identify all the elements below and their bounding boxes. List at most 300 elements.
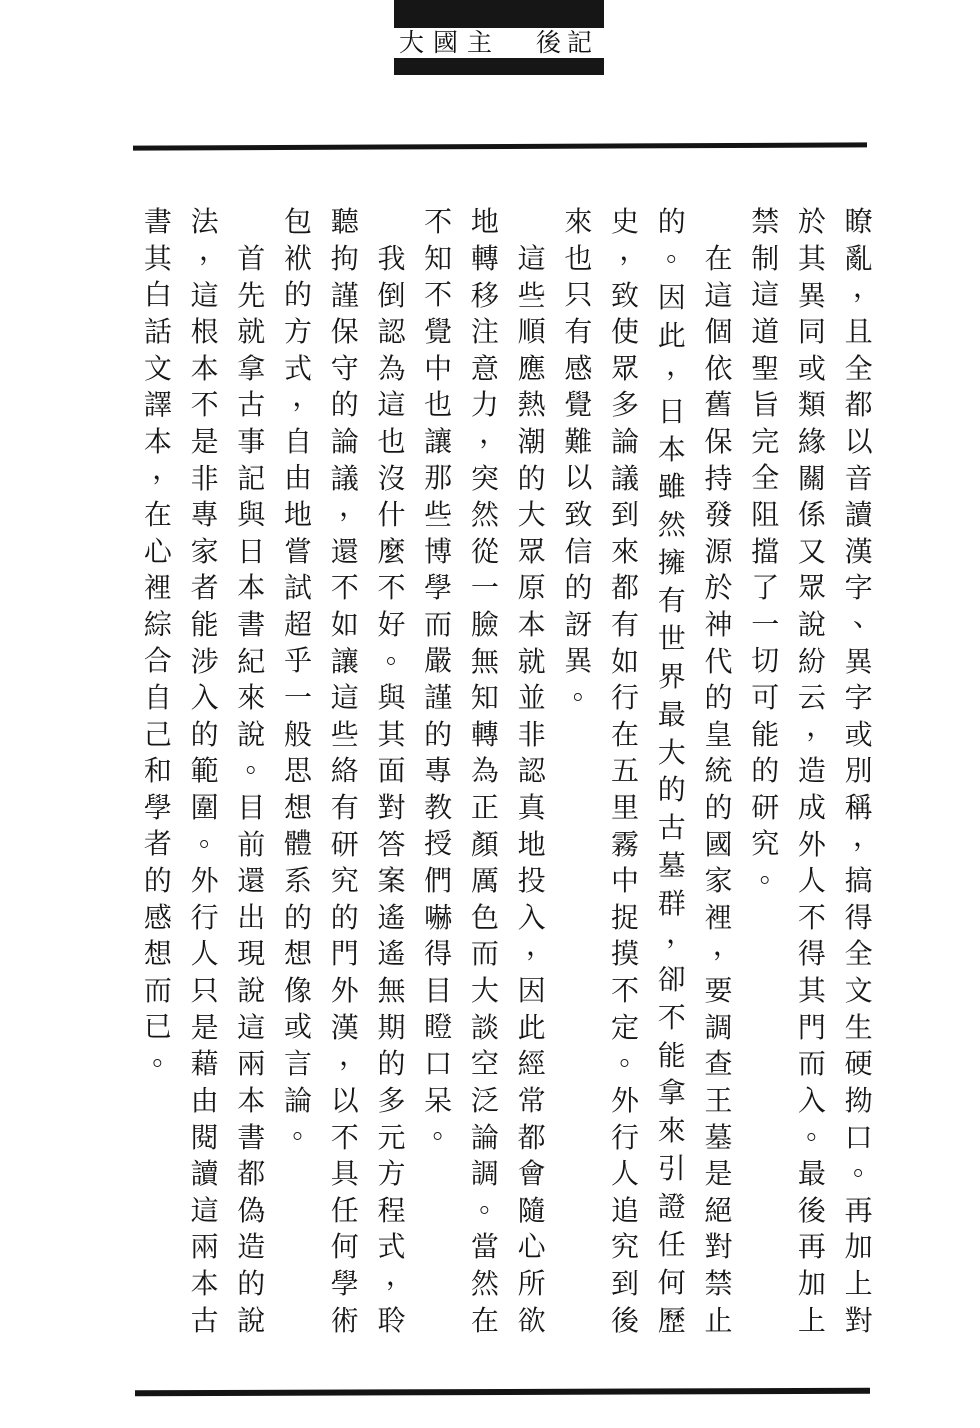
character: 查	[704, 1047, 733, 1081]
character: 讀	[844, 498, 873, 532]
text-column-16	[135, 204, 182, 1339]
text-column-5	[648, 204, 695, 1339]
character: 。	[572, 672, 601, 706]
character: 守	[330, 351, 359, 385]
character: 想	[284, 937, 313, 971]
character: 已	[143, 1010, 172, 1044]
character: 引	[657, 1152, 686, 1186]
character: 當	[470, 1230, 499, 1264]
character: 厲	[470, 864, 499, 898]
character: 任	[330, 1193, 359, 1227]
character: 根	[190, 315, 219, 349]
character: 論	[611, 424, 640, 458]
character: 些	[517, 278, 546, 312]
character: 於	[704, 571, 733, 605]
character: 認	[517, 754, 546, 788]
character: 現	[237, 937, 266, 971]
character: 涉	[190, 644, 219, 678]
character: 硬	[844, 1047, 873, 1081]
character: 史	[611, 205, 640, 239]
character: 再	[797, 1230, 826, 1264]
character: 。	[666, 234, 695, 268]
character: 是	[190, 424, 219, 458]
character: 程	[377, 1193, 406, 1227]
character: 我	[377, 241, 406, 275]
character: 卻	[657, 962, 686, 996]
character: 緣	[797, 424, 826, 458]
character: 記	[237, 461, 266, 495]
character: 、	[853, 599, 882, 633]
character: 聽	[330, 205, 359, 239]
character: 舊	[704, 388, 733, 422]
character: 來	[657, 1114, 686, 1148]
character: 都	[844, 388, 873, 422]
character: 門	[330, 937, 359, 971]
character: 完	[751, 424, 780, 458]
character: 亂	[844, 241, 873, 275]
character: 何	[330, 1230, 359, 1264]
character: 袱	[284, 241, 313, 275]
character: 因	[657, 281, 686, 315]
character: 兩	[237, 1047, 266, 1081]
character: 只	[564, 278, 593, 312]
character: 欲	[517, 1303, 546, 1337]
character: 來	[611, 534, 640, 568]
character: 想	[143, 937, 172, 971]
character: 人	[797, 864, 826, 898]
character: 本	[190, 1266, 219, 1300]
character: 先	[237, 278, 266, 312]
character: 好	[377, 608, 406, 641]
character: 並	[517, 681, 546, 715]
character: 或	[797, 351, 826, 385]
character: 答	[377, 827, 406, 861]
character: 論	[330, 424, 359, 458]
character: 什	[377, 498, 406, 532]
character: 人	[190, 937, 219, 971]
section-title: 後記	[536, 28, 599, 57]
character: 法	[190, 205, 219, 239]
character: 隨	[517, 1193, 546, 1227]
character: 想	[284, 790, 313, 824]
character: 也	[564, 241, 593, 275]
character: 在	[143, 498, 172, 532]
character: 為	[377, 351, 406, 385]
character: 保	[704, 424, 733, 458]
character: 同	[797, 315, 826, 349]
character: 具	[330, 1157, 359, 1191]
character: 稱	[844, 791, 873, 825]
character: 究	[330, 864, 359, 898]
character: 一	[470, 571, 499, 605]
character: 沒	[377, 461, 406, 495]
character: 的	[330, 388, 359, 422]
character: 加	[844, 1230, 873, 1264]
character: 入	[797, 1083, 826, 1117]
character: 讓	[330, 644, 359, 678]
character: 是	[704, 1157, 733, 1191]
character: 。	[806, 1112, 835, 1146]
character: 們	[424, 863, 453, 897]
character: 這	[190, 278, 219, 312]
character: 由	[190, 1083, 219, 1117]
character: 原	[517, 571, 546, 605]
character: 持	[704, 461, 733, 495]
character: 那	[424, 461, 453, 495]
character: 無	[377, 974, 406, 1008]
text-column-12	[321, 204, 368, 1339]
character: 閱	[190, 1120, 219, 1154]
character: 感	[564, 351, 593, 385]
character: 認	[377, 315, 406, 349]
header-title-row	[394, 28, 604, 58]
character: 般	[284, 717, 313, 751]
character: 顏	[470, 827, 499, 861]
character: 地	[470, 205, 499, 239]
character: 究	[751, 827, 780, 861]
character: ，	[666, 348, 695, 382]
character: ，	[525, 929, 555, 963]
character: 順	[517, 315, 546, 349]
character: 熱	[517, 388, 546, 422]
character	[508, 204, 555, 241]
character: 旨	[751, 388, 780, 422]
character: 多	[611, 388, 640, 422]
character: 式	[377, 1230, 406, 1264]
character: 知	[470, 681, 499, 715]
character: 群	[657, 887, 686, 921]
character: 學	[143, 790, 172, 824]
character: 外	[330, 974, 359, 1008]
character: 書	[143, 205, 172, 239]
character: 本	[190, 351, 219, 385]
character: 對	[844, 1303, 873, 1337]
character: ，	[198, 233, 227, 267]
character: 保	[330, 315, 359, 349]
character: 轉	[470, 241, 499, 275]
character: 不	[657, 1000, 686, 1034]
character: 都	[611, 571, 640, 605]
character: 謹	[424, 681, 453, 715]
character: 專	[424, 754, 453, 788]
character: 色	[470, 900, 499, 934]
character: 證	[657, 1190, 686, 1224]
text-column-3	[742, 204, 789, 1339]
character: 而	[797, 1047, 826, 1081]
character: 音	[844, 461, 873, 495]
character: 的	[704, 681, 733, 715]
character: 專	[190, 498, 219, 532]
character: 術	[330, 1303, 359, 1337]
character: 全	[844, 351, 873, 385]
character: 不	[377, 571, 406, 605]
character: 空	[470, 1047, 499, 1081]
character: ，	[385, 1258, 414, 1292]
character: 而	[424, 607, 453, 641]
character: 。	[292, 1111, 321, 1145]
character: 異	[844, 644, 873, 678]
character: 拗	[844, 1083, 873, 1117]
character: 此	[517, 1010, 546, 1044]
character: 外	[797, 827, 826, 861]
character: 談	[470, 1010, 499, 1044]
character: 於	[797, 205, 826, 239]
character: ，	[292, 379, 321, 413]
character: 這	[751, 278, 780, 312]
character: 者	[190, 571, 219, 605]
character: 可	[751, 681, 780, 715]
character: 造	[797, 754, 826, 788]
character: 這	[377, 388, 406, 422]
character: 自	[284, 424, 313, 458]
character: 難	[564, 424, 593, 458]
character: 致	[611, 278, 640, 312]
character: 研	[330, 827, 359, 861]
character: 的	[330, 900, 359, 934]
bottom-rule	[135, 1388, 870, 1397]
character: 感	[143, 900, 172, 934]
character: 嚴	[424, 644, 453, 678]
character: 不	[330, 571, 359, 605]
character: 後	[797, 1193, 826, 1227]
character: 本	[237, 571, 266, 605]
character: 研	[751, 790, 780, 824]
character: 也	[377, 424, 406, 458]
character: 信	[564, 534, 593, 568]
character: 在	[704, 241, 733, 275]
character: 說	[797, 608, 826, 641]
character: 有	[611, 608, 640, 641]
character: 大	[470, 974, 499, 1008]
character: 如	[611, 644, 640, 678]
character: 日	[657, 394, 686, 428]
character: 呆	[424, 1083, 453, 1117]
character: 也	[424, 388, 453, 422]
character: 系	[284, 863, 313, 897]
character: 突	[470, 461, 499, 495]
text-column-4	[695, 204, 742, 1339]
character: 拿	[237, 351, 266, 385]
character: 聆	[377, 1303, 406, 1337]
character: 然	[657, 508, 686, 542]
character: 能	[751, 717, 780, 751]
character: 歷	[657, 1303, 686, 1337]
character: 期	[377, 1010, 406, 1044]
character: 關	[797, 461, 826, 495]
character: 上	[797, 1303, 826, 1337]
character: 正	[470, 791, 499, 825]
character: 門	[797, 1010, 826, 1044]
character: 泛	[470, 1083, 499, 1117]
character: 的	[377, 1047, 406, 1081]
character: 遙	[377, 937, 406, 971]
header-bar-top	[394, 0, 604, 28]
character: 外	[190, 864, 219, 898]
character: ，	[479, 416, 508, 450]
character: 最	[657, 697, 686, 731]
character: 入	[517, 900, 546, 934]
character: 致	[564, 498, 593, 532]
character: 以	[564, 461, 593, 495]
character: 思	[284, 754, 313, 788]
character	[228, 204, 275, 241]
character: 眾	[611, 351, 640, 385]
character: 調	[470, 1157, 499, 1191]
character: 漢	[844, 534, 873, 568]
character: 博	[424, 534, 453, 568]
character: 。	[759, 855, 788, 889]
character: 或	[284, 1010, 313, 1044]
character: 從	[470, 534, 499, 568]
character: 制	[751, 241, 780, 275]
character: 雖	[657, 470, 686, 504]
character: 合	[143, 644, 172, 678]
character: 一	[751, 607, 780, 641]
character: 包	[284, 205, 313, 239]
character: 禁	[704, 1266, 733, 1300]
character: 行	[611, 1120, 640, 1154]
character: 為	[470, 754, 499, 788]
character: 轉	[470, 717, 499, 751]
character: 。	[479, 1185, 508, 1219]
character: 乎	[284, 644, 313, 678]
character: 國	[704, 827, 733, 861]
character: ，	[619, 233, 648, 267]
character: 文	[143, 351, 172, 385]
character: 其	[797, 241, 826, 275]
text-column-10	[415, 204, 462, 1339]
character: 心	[517, 1230, 546, 1264]
character: 代	[704, 644, 733, 678]
character: 口	[424, 1046, 453, 1080]
character: 本	[517, 608, 546, 641]
character: 所	[517, 1266, 546, 1300]
character: 出	[237, 900, 266, 934]
character: 字	[844, 571, 873, 605]
character: 的	[657, 773, 686, 807]
character: 前	[237, 827, 266, 861]
character: 定	[611, 1010, 640, 1044]
character: ，	[712, 929, 741, 963]
character: 捉	[611, 900, 640, 934]
character: 霧	[611, 827, 640, 861]
character: 阻	[751, 498, 780, 532]
character: 家	[704, 864, 733, 898]
character: 行	[611, 681, 640, 715]
text-column-11	[368, 204, 415, 1339]
character: 使	[611, 315, 640, 349]
character: 圍	[190, 791, 219, 825]
character: 切	[751, 644, 780, 678]
character: 授	[424, 827, 453, 861]
character: 書	[237, 1120, 266, 1154]
character: 的	[284, 278, 313, 312]
character: 有	[564, 315, 593, 349]
character: 都	[517, 1120, 546, 1154]
character: 依	[704, 351, 733, 385]
text-column-14	[228, 204, 275, 1339]
character: 眾	[797, 571, 826, 605]
character: 範	[190, 754, 219, 788]
character: 的	[424, 717, 453, 751]
character: 方	[377, 1157, 406, 1191]
character: 異	[797, 278, 826, 312]
character: 目	[237, 791, 266, 825]
character: 瞪	[424, 1010, 453, 1044]
character: 紛	[797, 644, 826, 678]
character: 止	[704, 1303, 733, 1337]
character: 與	[377, 681, 406, 715]
character: 五	[611, 754, 640, 788]
character: 全	[844, 937, 873, 971]
character: 首	[237, 241, 266, 275]
character: 藉	[190, 1047, 219, 1081]
character: 不	[424, 205, 453, 239]
character: 日	[237, 534, 266, 568]
character: 無	[470, 644, 499, 678]
vertical-text-body	[134, 204, 882, 1339]
character: 地	[284, 498, 313, 532]
text-column-8	[508, 204, 555, 1339]
character: 墓	[704, 1120, 733, 1154]
character: 。	[245, 746, 274, 780]
character: 在	[611, 717, 640, 751]
character: 生	[844, 1010, 873, 1044]
character: 裡	[143, 571, 172, 605]
character: 就	[237, 315, 266, 349]
character: 全	[751, 461, 780, 495]
character: 然	[470, 1266, 499, 1300]
character: 墓	[657, 849, 686, 883]
character: 多	[377, 1083, 406, 1117]
running-header	[394, 0, 604, 75]
character: 來	[237, 681, 266, 715]
character: 不	[424, 278, 453, 312]
character: ，	[853, 270, 882, 304]
character: 應	[517, 351, 546, 385]
character: 論	[470, 1120, 499, 1154]
character: 臉	[470, 608, 499, 641]
character: 來	[564, 205, 593, 239]
character: 其	[143, 241, 172, 275]
character: 最	[797, 1157, 826, 1191]
character: 。	[152, 1038, 181, 1072]
character: 的	[190, 717, 219, 751]
top-rule	[133, 142, 867, 150]
character: 非	[190, 461, 219, 495]
character: 擁	[657, 546, 686, 580]
character: 擋	[751, 534, 780, 568]
character: 些	[330, 717, 359, 751]
character: 有	[657, 584, 686, 618]
character: 外	[611, 1083, 640, 1117]
character: 對	[704, 1230, 733, 1264]
character: 統	[704, 754, 733, 788]
character: 搞	[844, 864, 873, 898]
character: 文	[844, 974, 873, 1008]
character: 的	[517, 461, 546, 495]
character: 真	[517, 791, 546, 825]
character: 的	[284, 900, 313, 934]
character: 得	[844, 900, 873, 934]
character: 這	[517, 241, 546, 275]
character: 讀	[190, 1157, 219, 1191]
character: 任	[657, 1227, 686, 1261]
character: 要	[704, 974, 733, 1008]
character: 以	[330, 1083, 359, 1117]
character: 世	[657, 621, 686, 655]
character: 。	[619, 1038, 648, 1072]
